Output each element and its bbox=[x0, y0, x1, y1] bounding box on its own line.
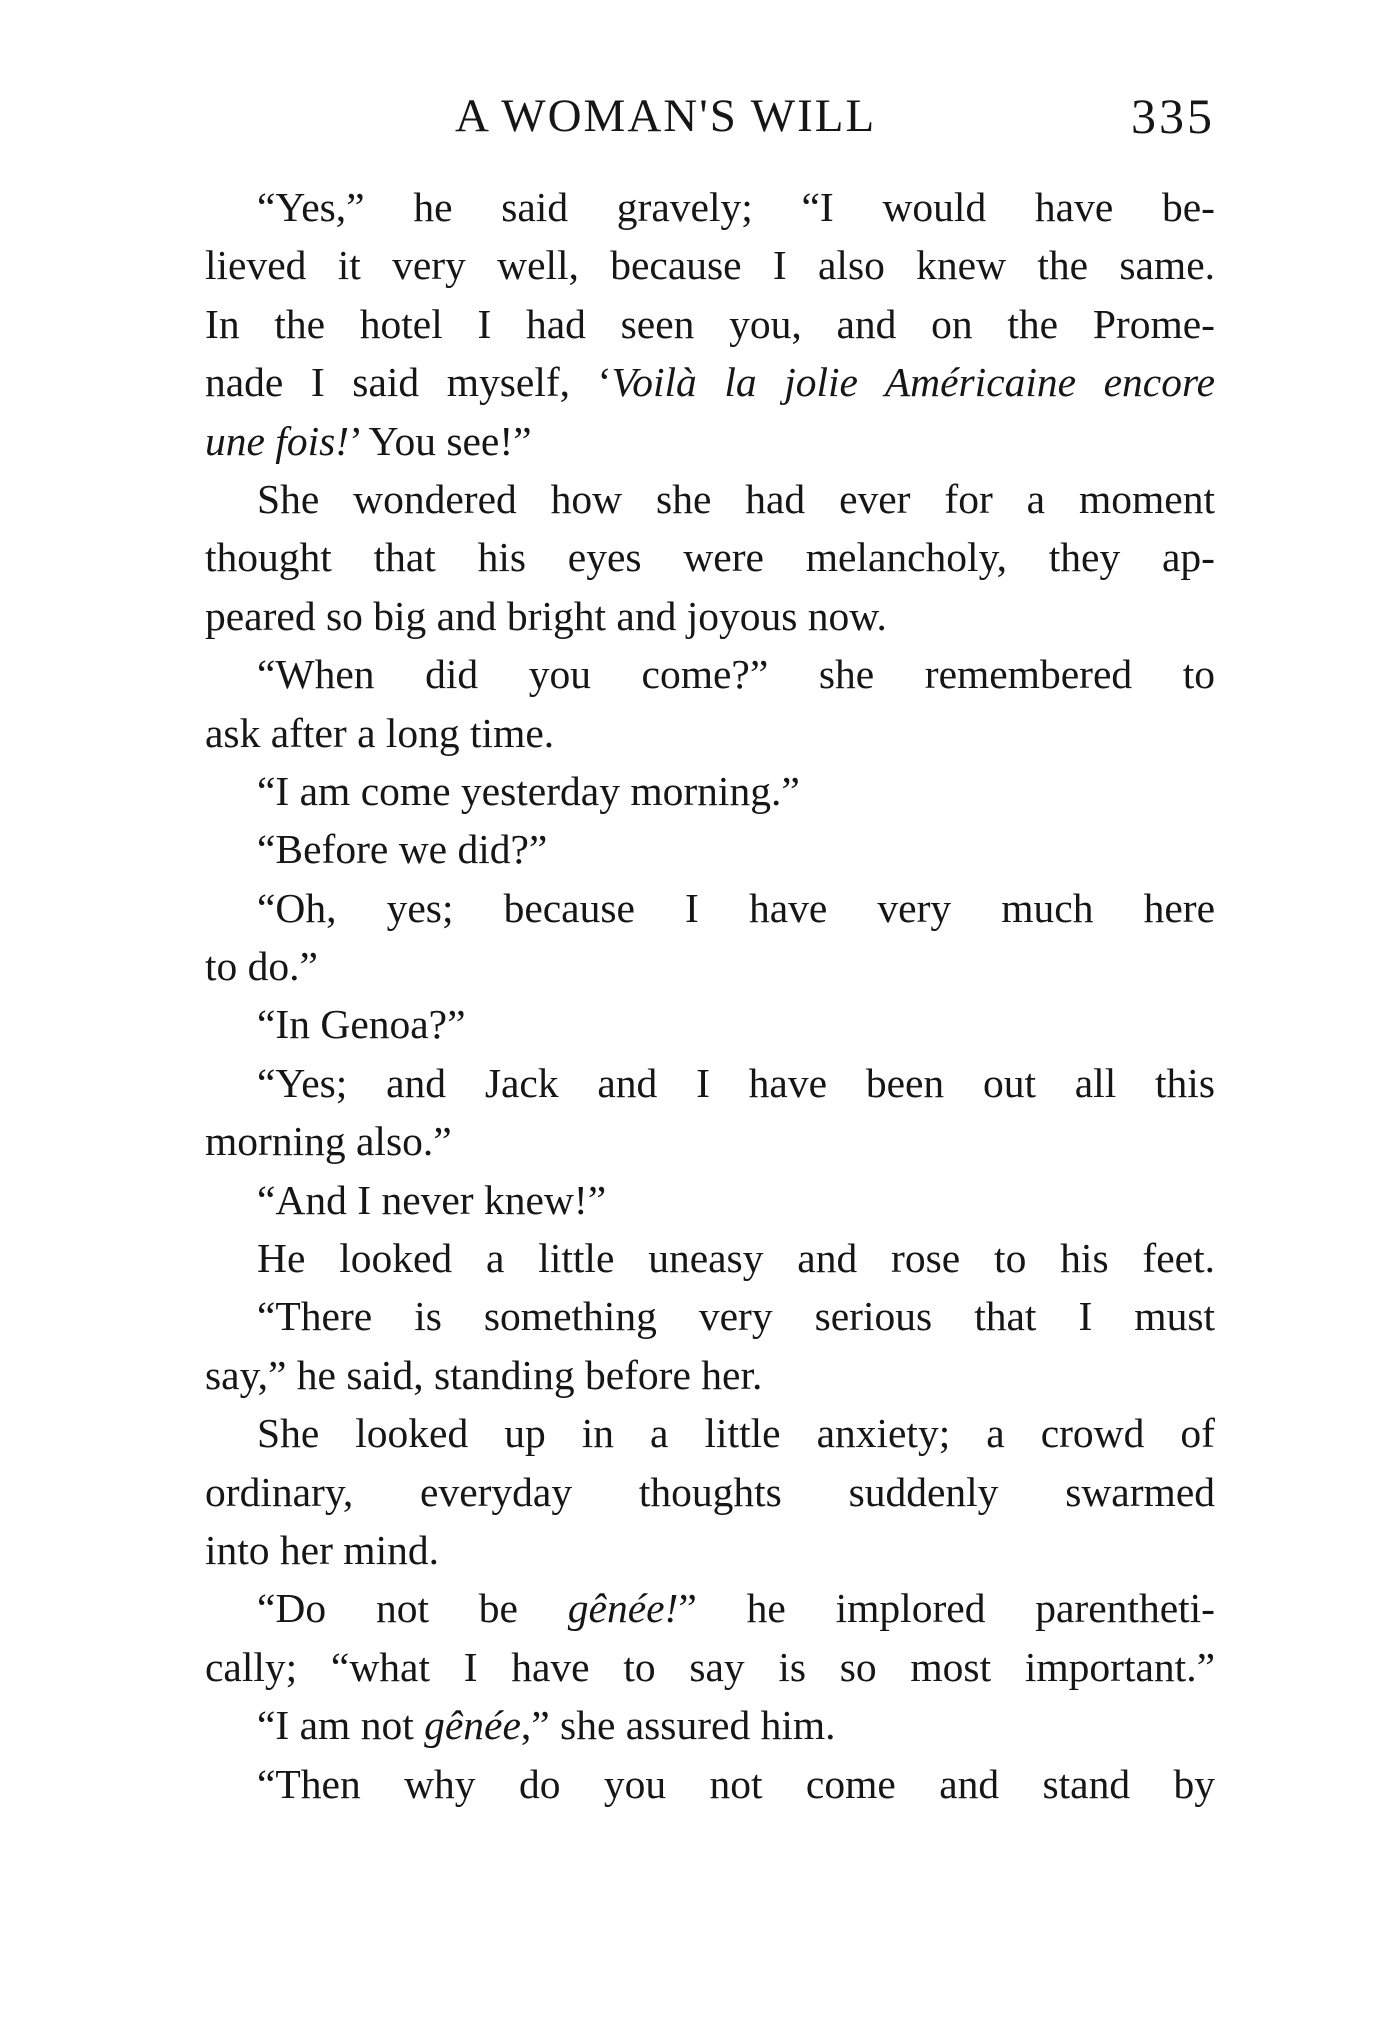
text-line bbox=[205, 1696, 1215, 1754]
text-segment: into her mind. bbox=[205, 1526, 439, 1573]
text-line bbox=[205, 645, 1215, 703]
text-segment: “Before we did?” bbox=[257, 826, 548, 873]
text-line bbox=[205, 820, 1215, 878]
text-segment: ’ You see!” bbox=[349, 417, 532, 464]
text-segment: morning also.” bbox=[205, 1118, 452, 1165]
text-segment: “I am come yesterday morning.” bbox=[257, 767, 800, 814]
text-segment: ask after a long time. bbox=[205, 709, 555, 756]
text-segment: “In Genoa?” bbox=[257, 1001, 466, 1048]
text-line bbox=[205, 353, 1215, 411]
text-segment: peared so big and bright and joyous now. bbox=[205, 592, 887, 639]
text-segment: He looked a little uneasy and rose to his feet. bbox=[257, 1235, 1215, 1282]
text-segment: “I am not bbox=[257, 1702, 425, 1749]
text-line bbox=[205, 995, 1215, 1053]
text-line bbox=[205, 587, 1215, 645]
text-segment: “When did you come?” she remembered to bbox=[257, 651, 1215, 698]
page-number: 335 bbox=[1131, 88, 1215, 144]
text-segment: say,” he said, standing before her. bbox=[205, 1351, 763, 1398]
text-line bbox=[205, 412, 1215, 470]
text-segment: “Do not be bbox=[257, 1585, 568, 1632]
text-segment: “And I never knew!” bbox=[257, 1176, 607, 1223]
running-head bbox=[205, 84, 1215, 148]
text-segment: ,” she assured him. bbox=[520, 1702, 836, 1749]
text-line bbox=[205, 1521, 1215, 1579]
italic-segment: une fois! bbox=[205, 417, 350, 464]
running-title: A WOMAN'S WILL bbox=[455, 90, 877, 142]
text-line bbox=[205, 1171, 1215, 1229]
text-segment: She looked up in a little anxiety; a crowd of bbox=[257, 1410, 1215, 1457]
text-line bbox=[205, 1112, 1215, 1170]
text-line bbox=[205, 1054, 1215, 1112]
text-line bbox=[205, 1287, 1215, 1345]
text-segment: cally; “what I have to say is so most important.” bbox=[205, 1643, 1215, 1690]
text-segment: ” he implored parentheti- bbox=[678, 1585, 1215, 1632]
text-segment: nade I said myself, ‘ bbox=[205, 359, 612, 406]
text-segment: ordinary, everyday thoughts suddenly swarmed bbox=[205, 1468, 1215, 1515]
text-segment: thought that his eyes were melancholy, they ap- bbox=[205, 534, 1215, 581]
text-line bbox=[205, 1463, 1215, 1521]
text-segment: In the hotel I had seen you, and on the Prome- bbox=[205, 300, 1215, 347]
text-line bbox=[205, 528, 1215, 586]
text-line bbox=[205, 1638, 1215, 1696]
text-line bbox=[205, 937, 1215, 995]
text-line bbox=[205, 1229, 1215, 1287]
italic-segment: gênée bbox=[424, 1702, 521, 1749]
text-segment: “Yes,” he said gravely; “I would have be- bbox=[257, 184, 1215, 230]
text-segment: lieved it very well, because I also knew the same. bbox=[205, 242, 1215, 289]
text-line bbox=[205, 1755, 1215, 1813]
text-segment: “Then why do you not come and stand by bbox=[257, 1760, 1215, 1807]
text-line bbox=[205, 762, 1215, 820]
text-segment: “Yes; and Jack and I have been out all this bbox=[257, 1059, 1215, 1106]
text-line bbox=[205, 236, 1215, 294]
text-segment: to do.” bbox=[205, 943, 318, 990]
text-segment: “Oh, yes; because I have very much here bbox=[257, 884, 1215, 931]
text-line bbox=[205, 1579, 1215, 1637]
text-line bbox=[205, 1346, 1215, 1404]
text-line bbox=[205, 1404, 1215, 1462]
text-line bbox=[205, 178, 1215, 236]
italic-segment: gênée! bbox=[567, 1585, 679, 1632]
italic-segment: Voilà la jolie Américaine encore bbox=[611, 359, 1216, 406]
text-line bbox=[205, 704, 1215, 762]
text-segment: She wondered how she had ever for a moment bbox=[257, 475, 1215, 522]
text-line bbox=[205, 470, 1215, 528]
text-line bbox=[205, 879, 1215, 937]
text-line bbox=[205, 295, 1215, 353]
text-segment: “There is something very serious that I must bbox=[257, 1293, 1215, 1340]
body-text bbox=[205, 178, 1215, 1813]
